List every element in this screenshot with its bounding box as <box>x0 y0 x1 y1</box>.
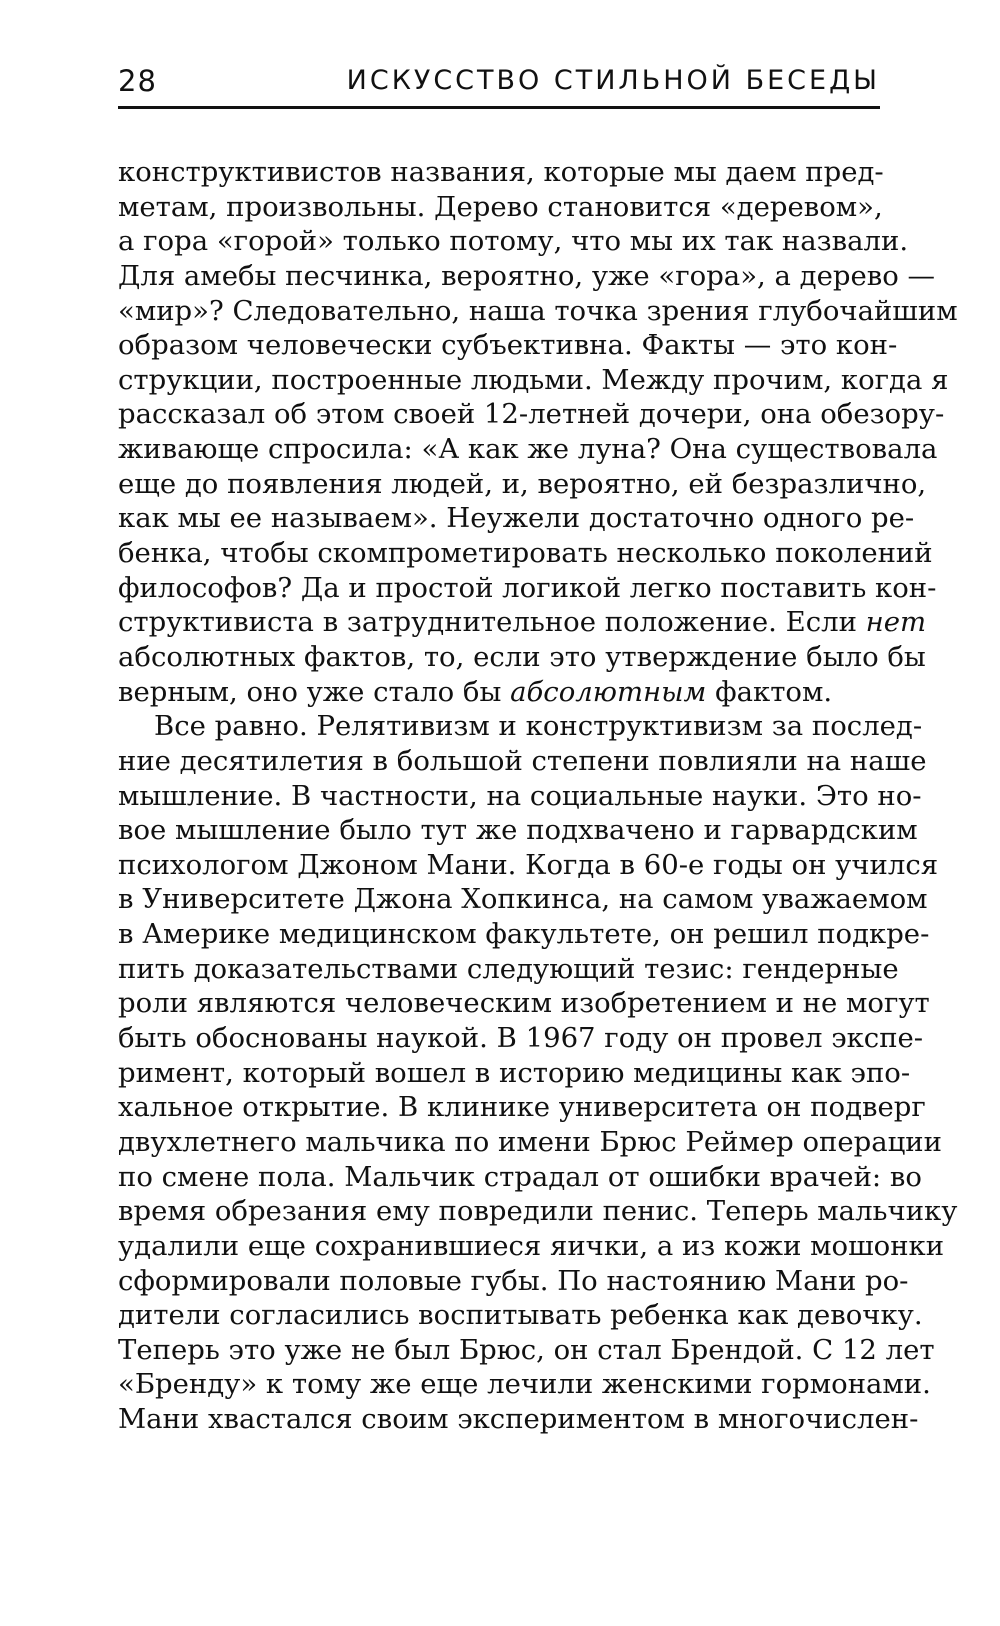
emphasized-word: абсолютным <box>510 675 707 708</box>
paragraph-end-line <box>118 675 882 710</box>
text-line: философов? Да и простой логикой легко поставить кон- <box>118 571 937 604</box>
text-line: удалили еще сохранившиеся яички, а из кожи мошонки <box>118 1229 945 1262</box>
text-line: вое мышление было тут же подхвачено и гарвардским <box>118 814 918 847</box>
text-line: струкции, построенные людьми. Между прочим, когда я <box>118 363 949 396</box>
text-line: как мы ее называем». Неужели достаточно одного ре- <box>118 502 915 535</box>
text-line: римент, который вошел в историю медицины как эпо- <box>118 1056 911 1089</box>
emphasized-word: нет <box>865 606 927 639</box>
text-line: время обрезания ему повредили пенис. Теперь мальчику <box>118 1195 958 1228</box>
text-line: бенка, чтобы скомпрометировать несколько поколений <box>118 537 933 570</box>
page-header <box>118 56 880 109</box>
text-segment: структивиста в затруднительное положение. Если <box>118 606 857 639</box>
text-segment: верным, оно уже стало бы <box>118 675 502 708</box>
running-title: ИСКУССТВО СТИЛЬНОЙ БЕСЕДЫ <box>346 65 880 96</box>
page-number: 28 <box>118 64 157 98</box>
text-line: хальное открытие. В клинике университета он подверг <box>118 1091 926 1124</box>
text-line: сформировали половые губы. По настоянию Мани ро- <box>118 1264 909 1297</box>
text-line: конструктивистов названия, которые мы даем пред- <box>118 156 884 188</box>
text-line: рассказал об этом своей 12-летней дочери, она обезору- <box>118 398 945 431</box>
text-line: мышление. В частности, на социальные науки. Это но- <box>118 779 922 812</box>
text-line: в Америке медицинском факультете, он решил подкре- <box>118 918 930 951</box>
text-line: Для амебы песчинка, вероятно, уже «гора», а дерево — <box>118 259 936 292</box>
text-line: быть обоснованы наукой. В 1967 году он провел экспе- <box>118 1022 924 1055</box>
text-line: психологом Джоном Мани. Когда в 60-е годы он учился <box>118 848 939 881</box>
text-line: а гора «горой» только потому, что мы их так назвали. <box>118 225 909 258</box>
text-line: роли являются человеческим изобретением и не могут <box>118 987 930 1020</box>
text-line: двухлетнего мальчика по имени Брюс Реймер операции <box>118 1125 942 1158</box>
text-line-with-emphasis <box>118 605 927 640</box>
text-segment: фактом. <box>715 675 833 708</box>
text-line: дители согласились воспитывать ребенка как девочку. <box>118 1299 923 1332</box>
text-line: по смене пола. Мальчик страдал от ошибки врачей: во <box>118 1160 922 1193</box>
paragraph-start-line: Все равно. Релятивизм и конструктивизм за послед- <box>154 710 923 743</box>
text-line: Теперь это уже не был Брюс, он стал Брендой. С 12 лет <box>118 1333 935 1366</box>
text-line: метам, произвольны. Дерево становится «деревом», <box>118 190 883 223</box>
text-line: живающе спросила: «А как же луна? Она существовала <box>118 433 938 466</box>
text-line: абсолютных фактов, то, если это утверждение было бы <box>118 640 926 673</box>
text-line: ние десятилетия в большой степени повлияли на наше <box>118 744 927 777</box>
text-line: еще до появления людей, и, вероятно, ей безразлично, <box>118 467 927 500</box>
text-line: Мани хвастался своим экспериментом в многочислен- <box>118 1403 919 1436</box>
body-text <box>118 155 958 1437</box>
text-line: пить доказательствами следующий тезис: гендерные <box>118 952 899 985</box>
text-line: в Университете Джона Хопкинса, на самом уважаемом <box>118 883 928 916</box>
text-line: образом человечески субъективна. Факты — это кон- <box>118 329 898 362</box>
text-line: «Бренду» к тому же еще лечили женскими гормонами. <box>118 1368 931 1401</box>
text-line: «мир»? Следовательно, наша точка зрения глубочайшим <box>118 294 958 327</box>
